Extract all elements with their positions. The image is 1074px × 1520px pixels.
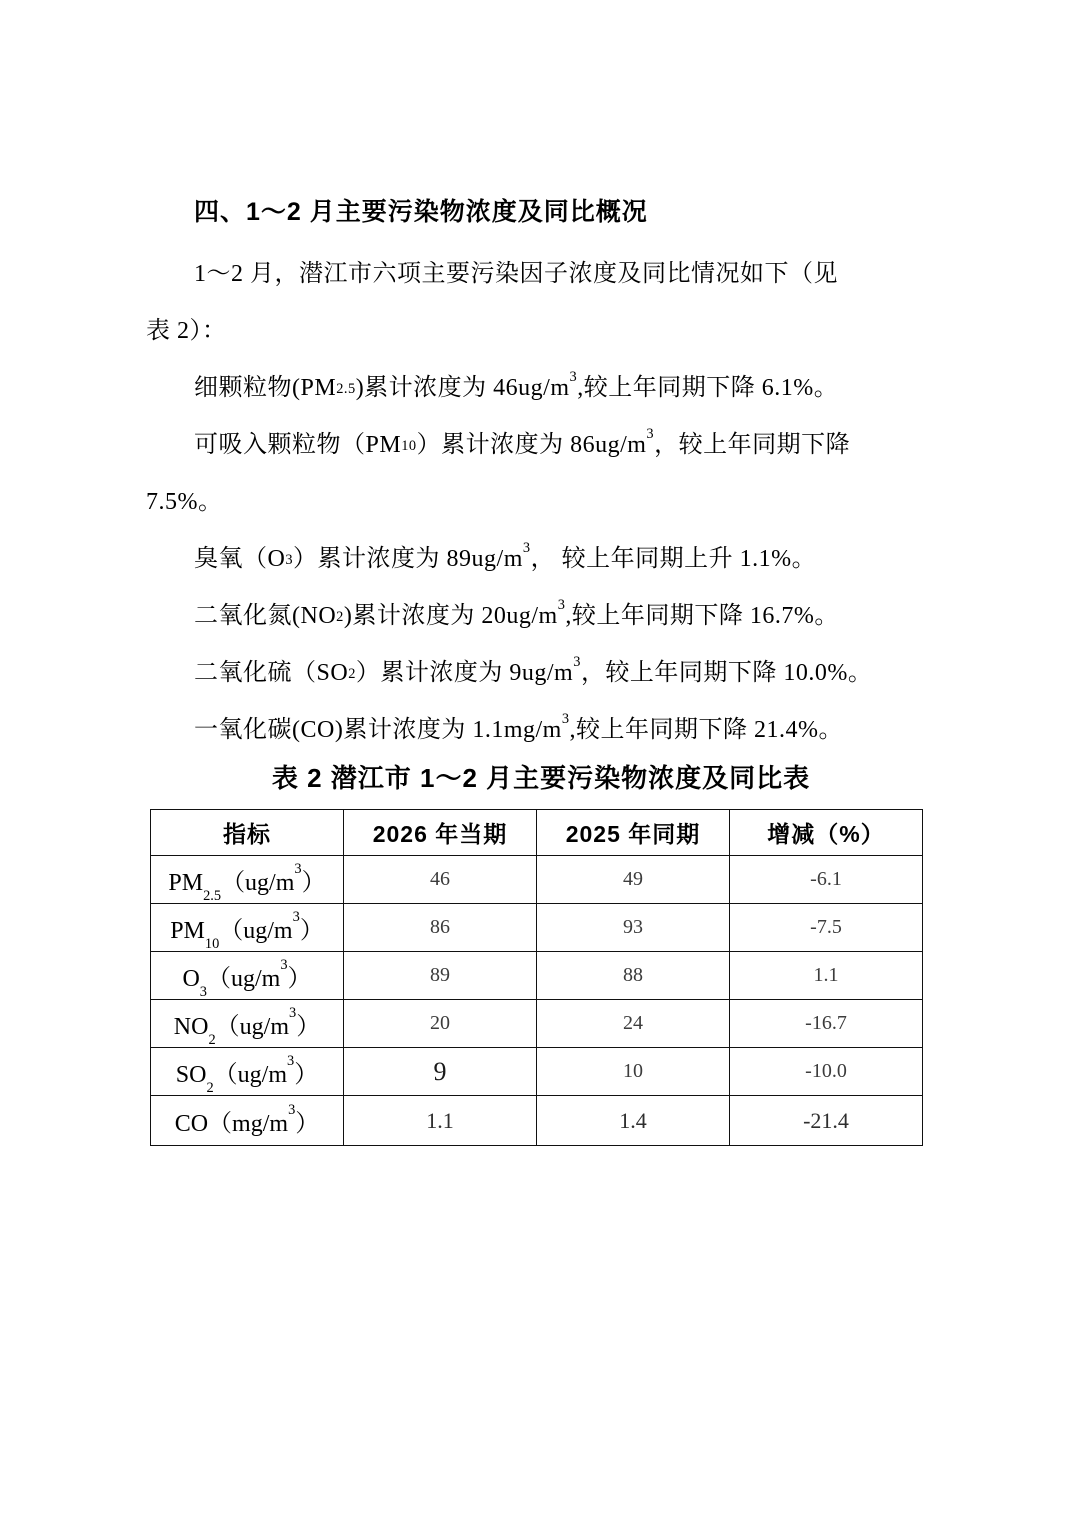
- indicator-cell: $NO_2(ug/m^3)$: [151, 1000, 344, 1048]
- table-row: [151, 904, 923, 952]
- indicator-cell: $PM_{2.5}(ug/m^3)$: [151, 856, 344, 904]
- paragraph-line: 可吸入颗粒物（PM $_{10}$ ）累计浓度为 86ug/m $^3$ ，较上年同期下降: [194, 425, 851, 458]
- value-cell: -7.5: [730, 904, 923, 952]
- header-2025-same: 2025 年同期: [537, 810, 730, 856]
- table-row: [151, 856, 923, 904]
- value-cell: -10.0: [730, 1048, 923, 1096]
- paragraph-line: 细颗粒物(PM $_{2.5}$ )累计浓度为 46ug/m $^3$ ,较上年同期下降 6.1%。: [194, 368, 839, 401]
- table-row: [151, 952, 923, 1000]
- paragraph-line: 1～2 月，潜江市六项主要污染因子浓度及同比情况如下（见: [194, 261, 838, 287]
- value-cell: 88: [537, 952, 730, 1000]
- document-content: [146, 0, 936, 1146]
- section-heading: 四、1～2 月主要污染物浓度及同比概况: [194, 198, 648, 226]
- paragraph-line: 二氧化氮(NO $_2$ )累计浓度为 20ug/m $^3$ ,较上年同期下降 16.7%。: [194, 596, 839, 629]
- pollutant-table-header: [151, 810, 923, 856]
- value-cell: -6.1: [730, 856, 923, 904]
- table-caption: 表 2 潜江市 1～2 月主要污染物浓度及同比表: [271, 763, 811, 793]
- value-cell: 1.1: [344, 1096, 537, 1146]
- indicator-cell: $PM_{10}(ug/m^3)$: [151, 904, 344, 952]
- table-row: [151, 1000, 923, 1048]
- indicator-cell: $CO(mg/m^3)$: [151, 1096, 344, 1146]
- paragraph-line: 7.5%。: [146, 489, 223, 515]
- value-cell: 20: [344, 1000, 537, 1048]
- paragraph-line: 二氧化硫（SO $_2$ ）累计浓度为 9ug/m $^3$ ，较上年同期下降 10.0%。: [194, 653, 873, 686]
- table-row: [151, 1048, 923, 1096]
- table-row: [151, 1096, 923, 1146]
- value-cell: 46: [344, 856, 537, 904]
- header-2026-current: 2026 年当期: [344, 810, 537, 856]
- value-cell: 86: [344, 904, 537, 952]
- value-cell: -21.4: [730, 1096, 923, 1146]
- value-cell: 9: [344, 1048, 537, 1096]
- value-cell: 93: [537, 904, 730, 952]
- header-change-pct: 增减（%）: [730, 810, 923, 856]
- paragraph-line: 臭氧（O $_3$ ）累计浓度为 89ug/m $^3$ ， 较上年同期上升 1.1%。: [194, 539, 817, 572]
- value-cell: 1.1: [730, 952, 923, 1000]
- value-cell: 24: [537, 1000, 730, 1048]
- header-indicator: 指标: [151, 810, 344, 856]
- pollutant-table-body: [151, 856, 923, 1146]
- body-paragraphs: [146, 242, 936, 755]
- indicator-cell: $SO_2(ug/m^3)$: [151, 1048, 344, 1096]
- pollutant-table: [150, 809, 923, 1146]
- value-cell: -16.7: [730, 1000, 923, 1048]
- indicator-cell: $O_3(ug/m^3)$: [151, 952, 344, 1000]
- value-cell: 89: [344, 952, 537, 1000]
- paragraph-line: 一氧化碳(CO)累计浓度为 1.1mg/m $^3$ ,较上年同期下降 21.4%。: [194, 710, 844, 743]
- paragraph-line: 表 2）：: [146, 318, 227, 344]
- value-cell: 1.4: [537, 1096, 730, 1146]
- value-cell: 10: [537, 1048, 730, 1096]
- value-cell: 49: [537, 856, 730, 904]
